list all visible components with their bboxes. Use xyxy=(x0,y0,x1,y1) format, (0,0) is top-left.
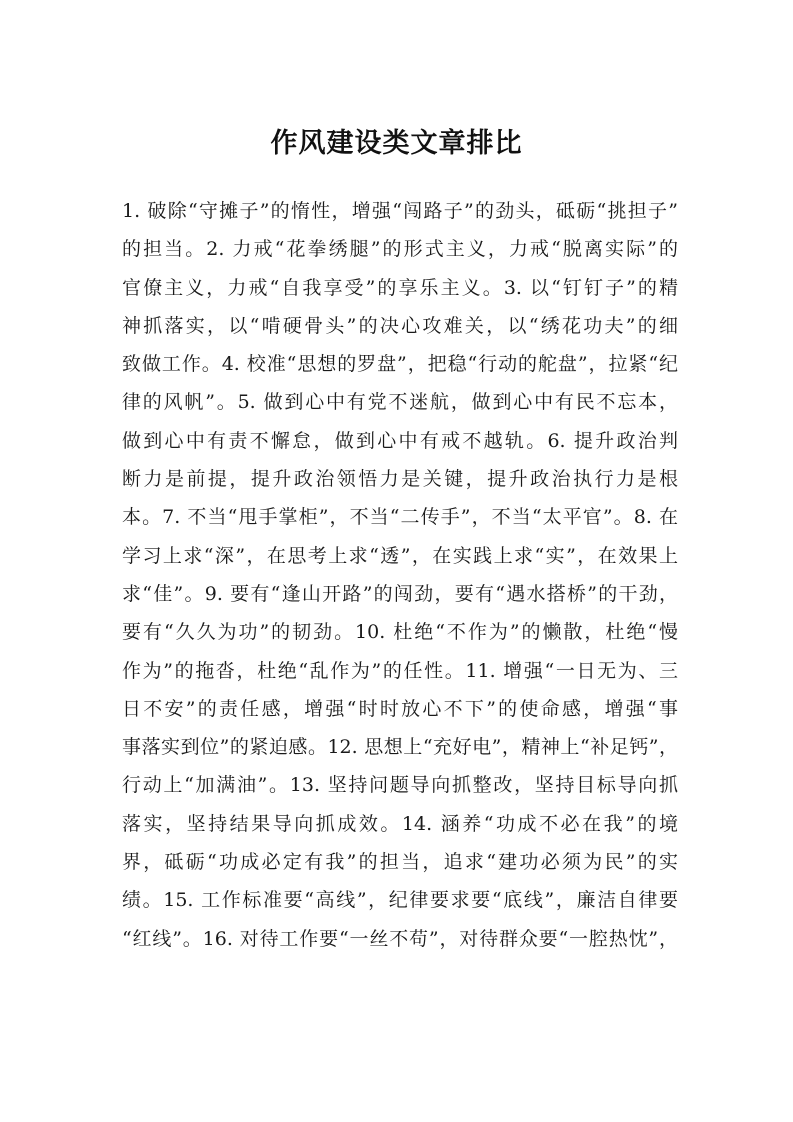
body-line: 断力是前提，提升政治领悟力是关键，提升政治执行力是根 xyxy=(122,468,678,491)
body-line: 求“佳”。9. 要有“逢山开路”的闯劲，要有“遇水搭桥”的干劲， xyxy=(122,582,678,605)
body-line: 1. 破除“守摊子”的惰性，增强“闯路子”的劲头，砥砺“挑担子” xyxy=(122,200,678,222)
body-line: 致做工作。4. 校准“思想的罗盘”，把稳“行动的舵盘”，拉紧“纪 xyxy=(122,353,678,376)
document-body xyxy=(122,192,678,958)
body-line: 学习上求“深”，在思考上求“透”，在实践上求“实”，在效果上 xyxy=(122,544,678,567)
body-line: 官僚主义，力戒“自我享受”的享乐主义。3. 以“钉钉子”的精 xyxy=(122,276,678,299)
body-line: 的担当。2. 力戒“花拳绣腿”的形式主义，力戒“脱离实际”的 xyxy=(122,238,678,261)
body-line: 落实，坚持结果导向抓成效。14. 涵养“功成不必在我”的境 xyxy=(122,812,678,835)
body-line: 界，砥砺“功成必定有我”的担当，追求“建功必须为民”的实 xyxy=(122,851,678,874)
body-line: 日不安”的责任感，增强“时时放心不下”的使命感，增强“事 xyxy=(122,697,678,720)
body-line: 本。7. 不当“甩手掌柜”，不当“二传手”，不当“太平官”。8. 在 xyxy=(122,506,678,529)
document-title: 作风建设类文章排比 xyxy=(270,128,523,159)
body-line: 神抓落实，以“啃硬骨头”的决心攻难关，以“绣花功夫”的细 xyxy=(122,314,678,337)
body-line: 行动上“加满油”。13. 坚持问题导向抓整改，坚持目标导向抓 xyxy=(122,774,678,797)
body-line: 绩。15. 工作标准要“高线”，纪律要求要“底线”，廉洁自律要 xyxy=(122,889,678,912)
body-line: “红线”。16. 对待工作要“一丝不苟”，对待群众要“一腔热忱”， xyxy=(122,927,678,950)
body-line: 做到心中有责不懈怠，做到心中有戒不越轨。6. 提升政治判 xyxy=(122,429,678,452)
body-line: 作为”的拖沓，杜绝“乱作为”的任性。11. 增强“一日无为、三 xyxy=(122,659,678,682)
body-line: 要有“久久为功”的韧劲。10. 杜绝“不作为”的懒散，杜绝“慢 xyxy=(122,621,678,644)
body-line: 事落实到位”的紧迫感。12. 思想上“充好电”，精神上“补足钙”， xyxy=(122,736,678,759)
body-line: 律的风帆”。5. 做到心中有党不迷航，做到心中有民不忘本， xyxy=(122,391,678,414)
